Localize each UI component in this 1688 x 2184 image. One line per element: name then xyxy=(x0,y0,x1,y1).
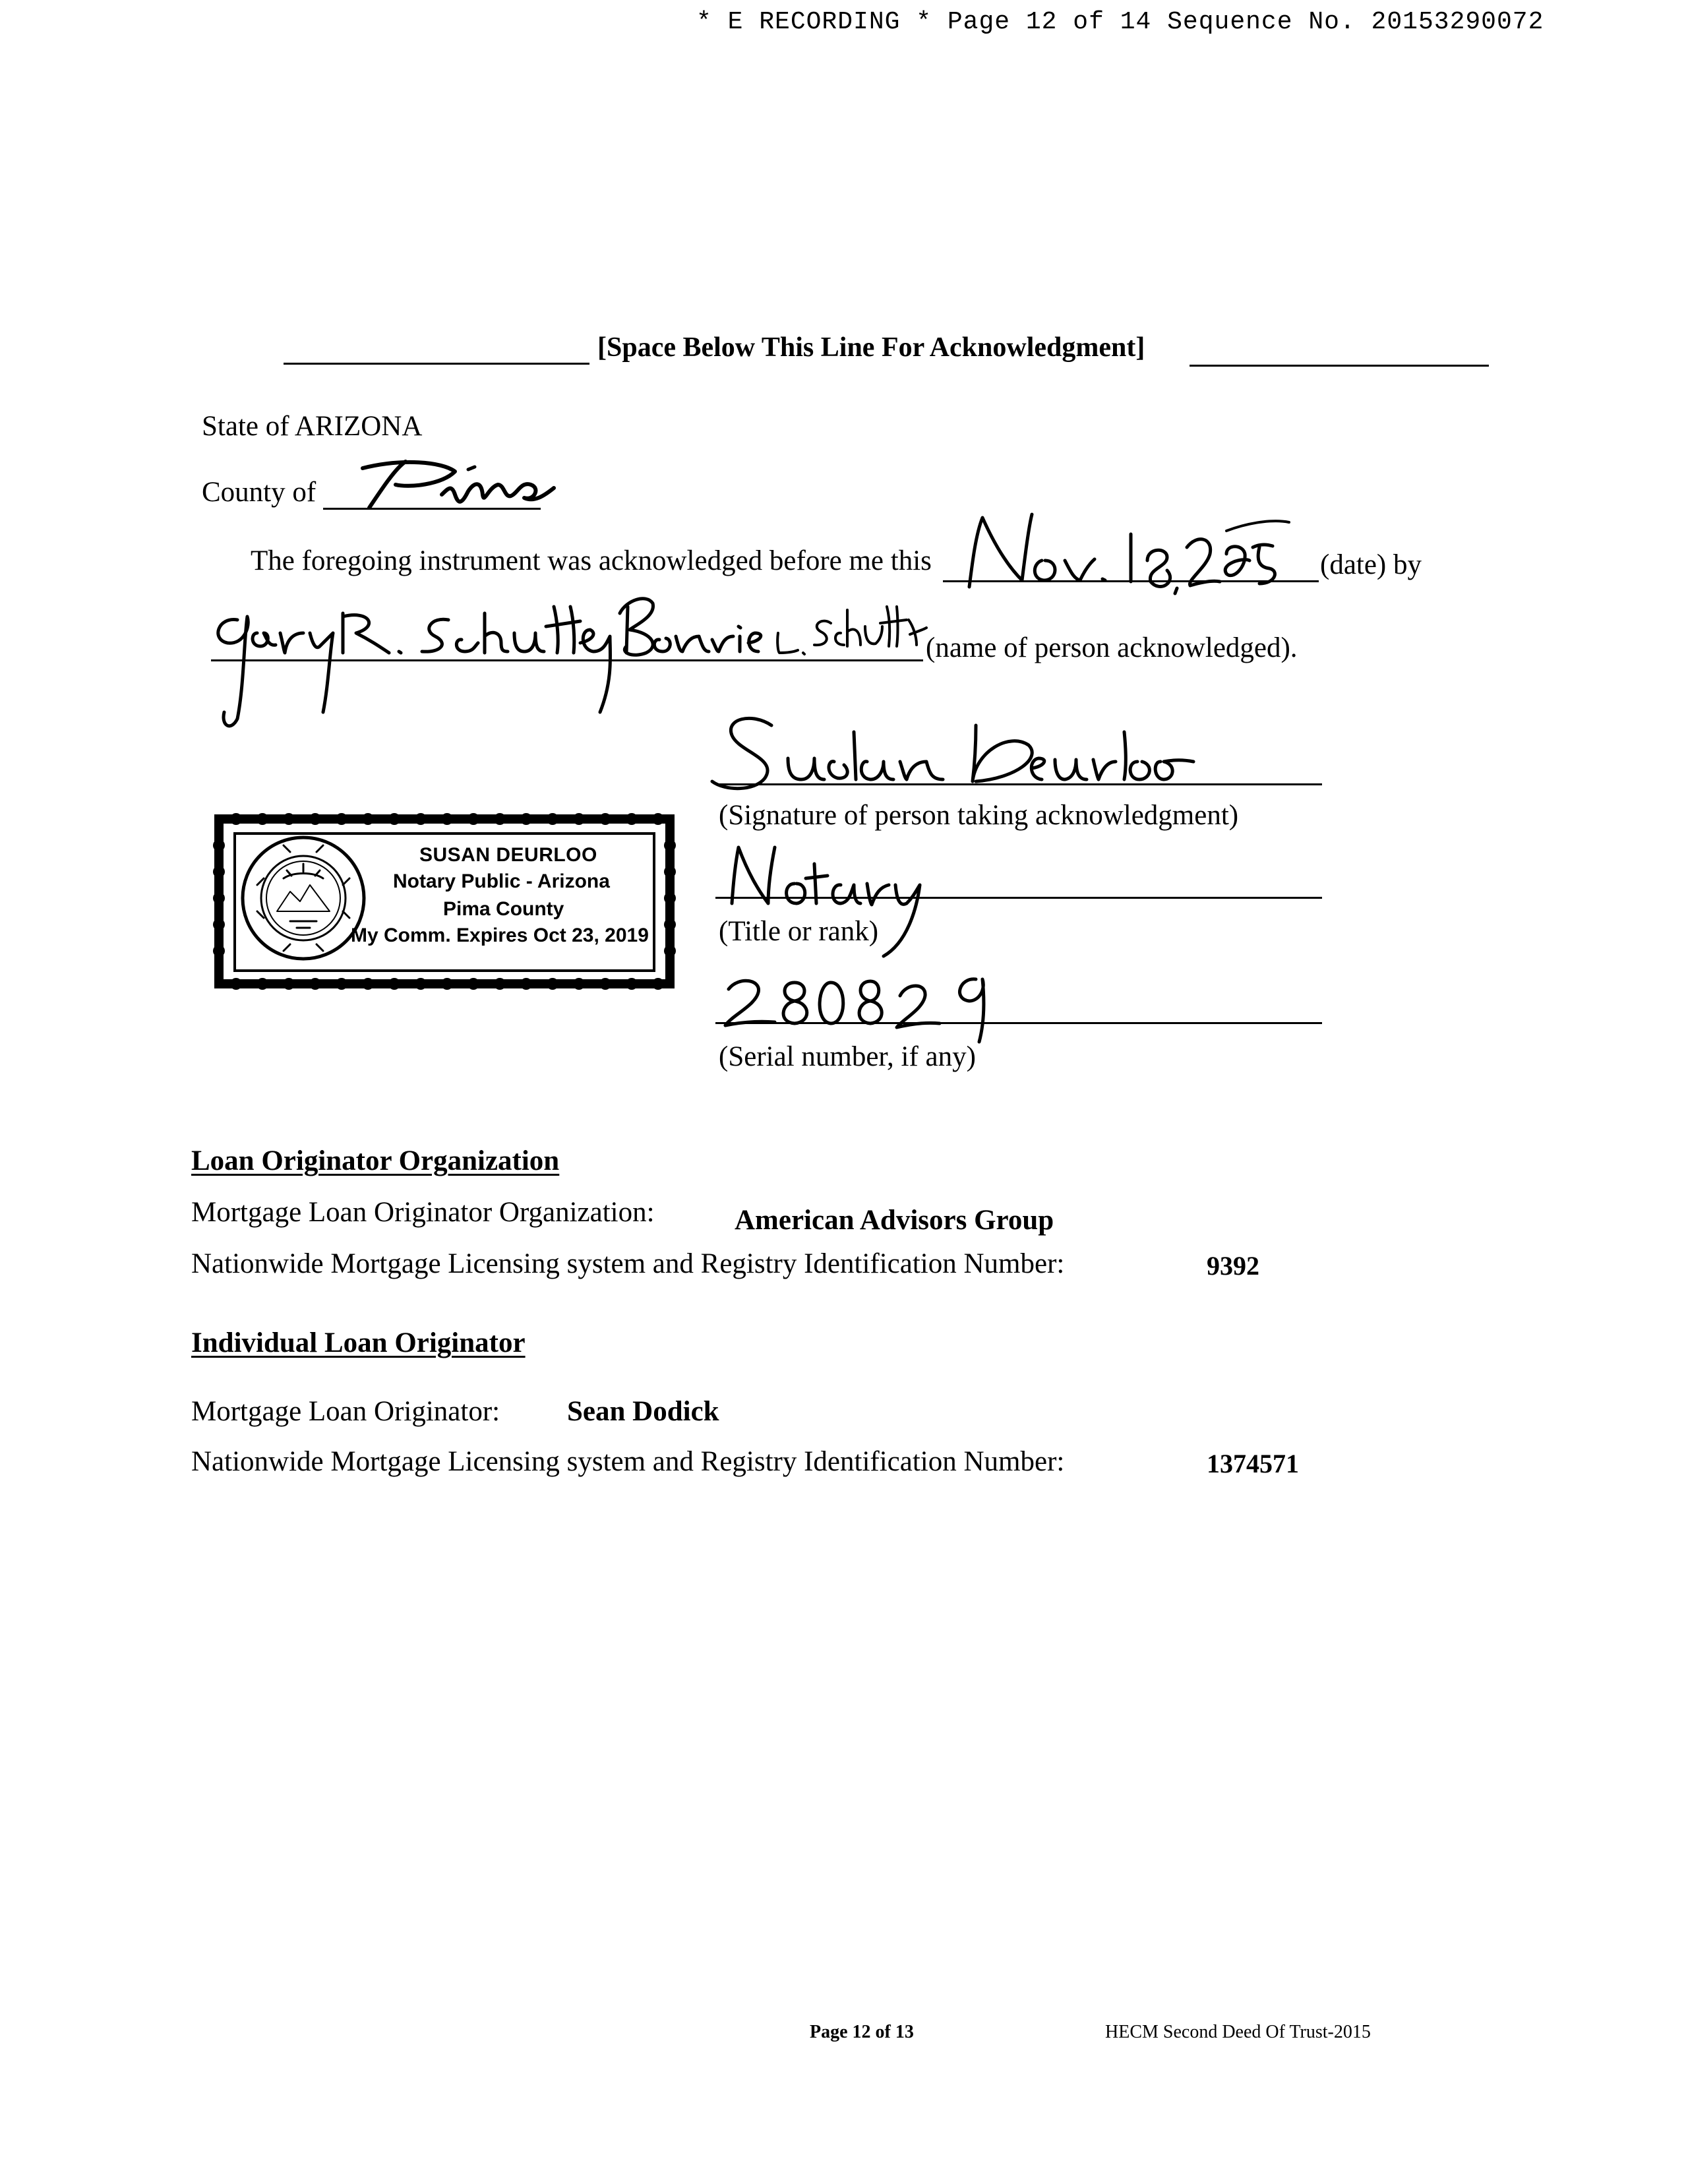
signature-caption: (Signature of person taking acknowledgment) xyxy=(719,800,1239,831)
serial-handwriting xyxy=(715,963,999,1048)
recording-stamp: * E RECORDING * Page 12 of 14 Sequence No. 20153290072 xyxy=(696,8,1544,36)
state-seal-icon xyxy=(237,832,369,964)
acknowledgment-sentence: The foregoing instrument was acknowledged before me this xyxy=(251,545,932,576)
org-label: Mortgage Loan Originator Organization: xyxy=(191,1197,655,1228)
originator-label: Mortgage Loan Originator: xyxy=(191,1396,500,1427)
individual-loan-originator-heading: Individual Loan Originator xyxy=(191,1327,526,1358)
signature-handwriting xyxy=(699,706,1279,804)
seal-notary-name: SUSAN DEURLOO xyxy=(419,844,597,866)
footer-form-name: HECM Second Deed Of Trust-2015 xyxy=(1105,2022,1371,2042)
county-handwriting xyxy=(343,448,560,521)
org-nmls-value: 9392 xyxy=(1207,1251,1259,1281)
org-value: American Advisors Group xyxy=(735,1205,1054,1236)
divider-line-right xyxy=(1190,365,1489,367)
county-label: County of xyxy=(202,477,316,508)
originator-value: Sean Dodick xyxy=(567,1396,719,1427)
title-caption: (Title or rank) xyxy=(719,916,879,947)
date-suffix: (date) by xyxy=(1320,549,1422,580)
originator-nmls-label: Nationwide Mortgage Licensing system and Registry Identification Number: xyxy=(191,1446,1065,1477)
seal-notary-county: Pima County xyxy=(443,898,564,920)
originator-nmls-value: 1374571 xyxy=(1207,1449,1299,1478)
seal-notary-title: Notary Public - Arizona xyxy=(393,870,610,892)
loan-originator-organization-heading: Loan Originator Organization xyxy=(191,1145,560,1176)
acknowledgment-divider-label: [Space Below This Line For Acknowledgment] xyxy=(597,332,1145,363)
seal-commission-expiry: My Comm. Expires Oct 23, 2019 xyxy=(351,925,649,946)
footer-page-number: Page 12 of 13 xyxy=(810,2022,914,2042)
serial-caption: (Serial number, if any) xyxy=(719,1041,976,1072)
divider-line-left xyxy=(284,363,589,365)
org-nmls-label: Nationwide Mortgage Licensing system and Registry Identification Number: xyxy=(191,1248,1065,1279)
names-suffix: (name of person acknowledged). xyxy=(926,632,1298,663)
date-handwriting xyxy=(950,508,1292,607)
state-line: State of ARIZONA xyxy=(202,411,423,442)
